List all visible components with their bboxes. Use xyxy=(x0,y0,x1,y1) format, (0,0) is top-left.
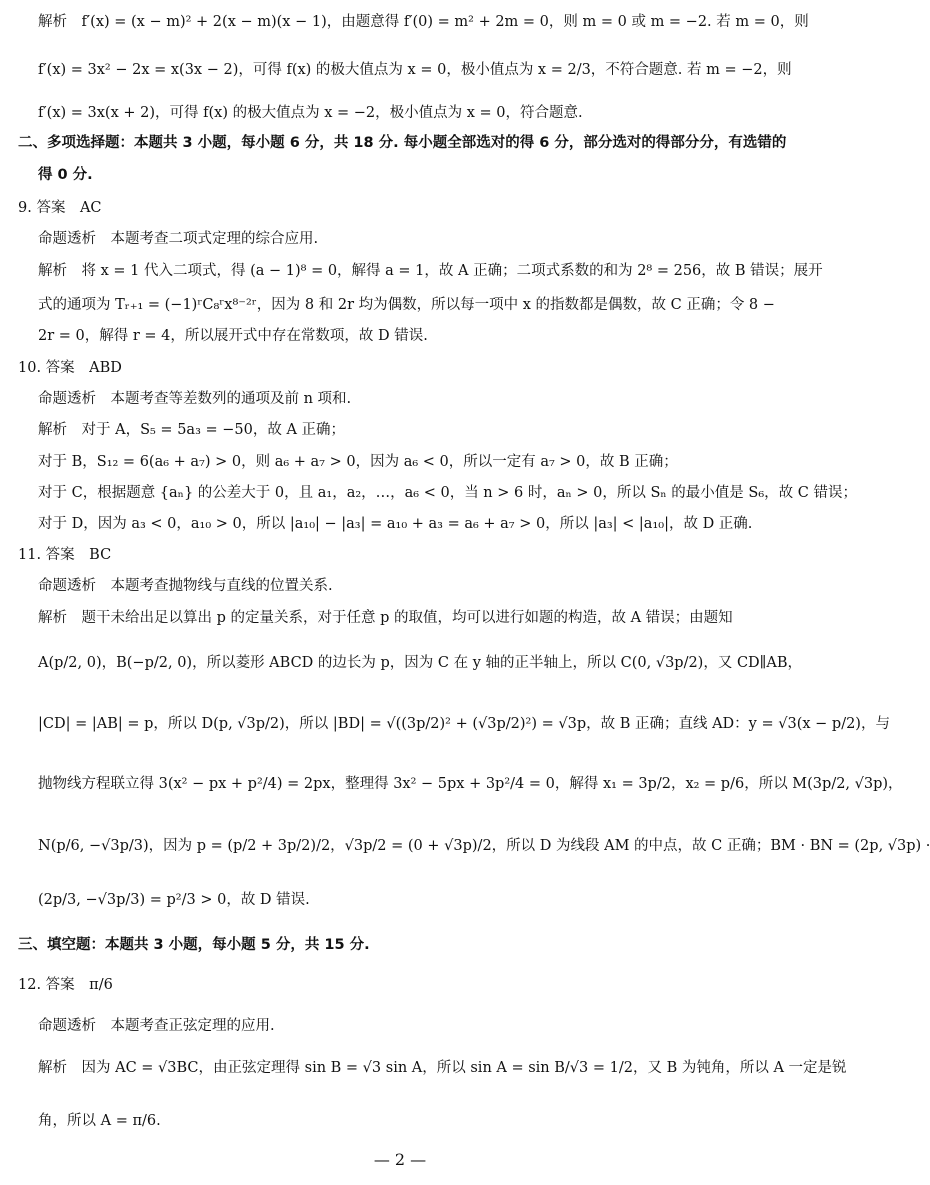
solution-9-line-1: 解析 将 x = 1 代入二项式，得 (a − 1)⁸ = 0，解得 a = 1，故 A 正确；二项式系数的和为 2⁸ = 256，故 B 错误；展开 xyxy=(38,263,823,279)
solution-10-line-3: 对于 C，根据题意 {aₙ} 的公差大于 0，且 a₁，a₂，…，a₆ < 0，当 n > 6 时，aₙ > 0，所以 Sₙ 的最小值是 S₆，故 C 错误； xyxy=(38,485,857,501)
solution-11-line-2: A(p/2, 0)，B(−p/2, 0)，所以菱形 ABCD 的边长为 p，因为 C 在 y 轴的正半轴上，所以 C(0, √3p/2)，又 CD∥AB， xyxy=(38,655,802,671)
page-number: — 2 — xyxy=(373,1150,427,1169)
answer-11: 11. 答案 BC xyxy=(18,547,112,563)
solution-10-line-2: 对于 B，S₁₂ = 6(a₆ + a₇) > 0，则 a₆ + a₇ > 0，因为 a₆ < 0，所以一定有 a₇ > 0，故 B 正确； xyxy=(38,454,678,470)
solution-10-line-4: 对于 D，因为 a₃ < 0，a₁₀ > 0，所以 |a₁₀| − |a₃| = a₁₀ + a₃ = a₆ + a₇ > 0，所以 |a₃| < |a₁₀|，故 D 正确. xyxy=(38,516,753,532)
solution-11-line-3: |CD| = |AB| = p，所以 D(p, √3p/2)，所以 |BD| = √((3p/2)² + (√3p/2)²) = √3p，故 B 正确；直线 AD：y = √3(x − p/2)，与 xyxy=(38,716,890,732)
section-heading-multi-choice-cont: 得 0 分. xyxy=(38,167,93,183)
line-2: f′(x) = 3x² − 2x = x(3x − 2)，可得 f(x) 的极大值点为 x = 0，极小值点为 x = 2/3，不符合题意. 若 m = −2，则 xyxy=(38,62,792,78)
analysis-9: 命题透析 本题考查二项式定理的综合应用. xyxy=(38,231,319,247)
analysis-12: 命题透析 本题考查正弦定理的应用. xyxy=(38,1018,275,1034)
answer-9: 9. 答案 AC xyxy=(18,200,102,216)
analysis-11: 命题透析 本题考查抛物线与直线的位置关系. xyxy=(38,578,333,594)
line-1: 解析 f′(x) = (x − m)² + 2(x − m)(x − 1)，由题意得 f′(0) = m² + 2m = 0，则 m = 0 或 m = −2. 若 m = 0，则 xyxy=(38,14,809,30)
solution-9-line-3: 2r = 0，解得 r = 4，所以展开式中存在常数项，故 D 错误. xyxy=(38,328,428,344)
answer-12: 12. 答案 π/6 xyxy=(18,977,113,993)
solution-12-line-1: 解析 因为 AC = √3BC，由正弦定理得 sin B = √3 sin A，所以 sin A = sin B/√3 = 1/2，又 B 为钝角，所以 A 一定是锐 xyxy=(38,1060,847,1076)
line-3: f′(x) = 3x(x + 2)，可得 f(x) 的极大值点为 x = −2，极小值点为 x = 0，符合题意. xyxy=(38,105,583,121)
analysis-10: 命题透析 本题考查等差数列的通项及前 n 项和. xyxy=(38,391,352,407)
section-heading-multi-choice: 二、多项选择题：本题共 3 小题，每小题 6 分，共 18 分. 每小题全部选对的得 6 分，部分选对的得部分分，有选错的 xyxy=(18,135,787,151)
solution-11-line-6: (2p/3, −√3p/3) = p²/3 > 0，故 D 错误. xyxy=(38,892,310,908)
solution-11-line-4: 抛物线方程联立得 3(x² − px + p²/4) = 2px，整理得 3x² − 5px + 3p²/4 = 0，解得 x₁ = 3p/2，x₂ = p/6，所以 M(3p/2, √3p)， xyxy=(38,776,903,792)
solution-10-line-1: 解析 对于 A，S₅ = 5a₃ = −50，故 A 正确； xyxy=(38,422,346,438)
answer-10: 10. 答案 ABD xyxy=(18,360,122,376)
solution-11-line-1: 解析 题干未给出足以算出 p 的定量关系，对于任意 p 的取值，均可以进行如题的构造，故 A 错误；由题知 xyxy=(38,610,733,626)
solution-11-line-5: N(p/6, −√3p/3)，因为 p = (p/2 + 3p/2)/2，√3p/2 = (0 + √3p)/2，所以 D 为线段 AM 的中点，故 C 正确；BM · BN = (2p, √3p) · xyxy=(38,838,930,854)
solution-12-line-2: 角，所以 A = π/6. xyxy=(38,1113,161,1129)
solution-9-line-2: 式的通项为 Tᵣ₊₁ = (−1)ʳC₈ʳx⁸⁻²ʳ，因为 8 和 2r 均为偶数，所以每一项中 x 的指数都是偶数，故 C 正确；令 8 − xyxy=(38,297,775,313)
section-heading-fill-in: 三、填空题：本题共 3 小题，每小题 5 分，共 15 分. xyxy=(18,937,370,953)
